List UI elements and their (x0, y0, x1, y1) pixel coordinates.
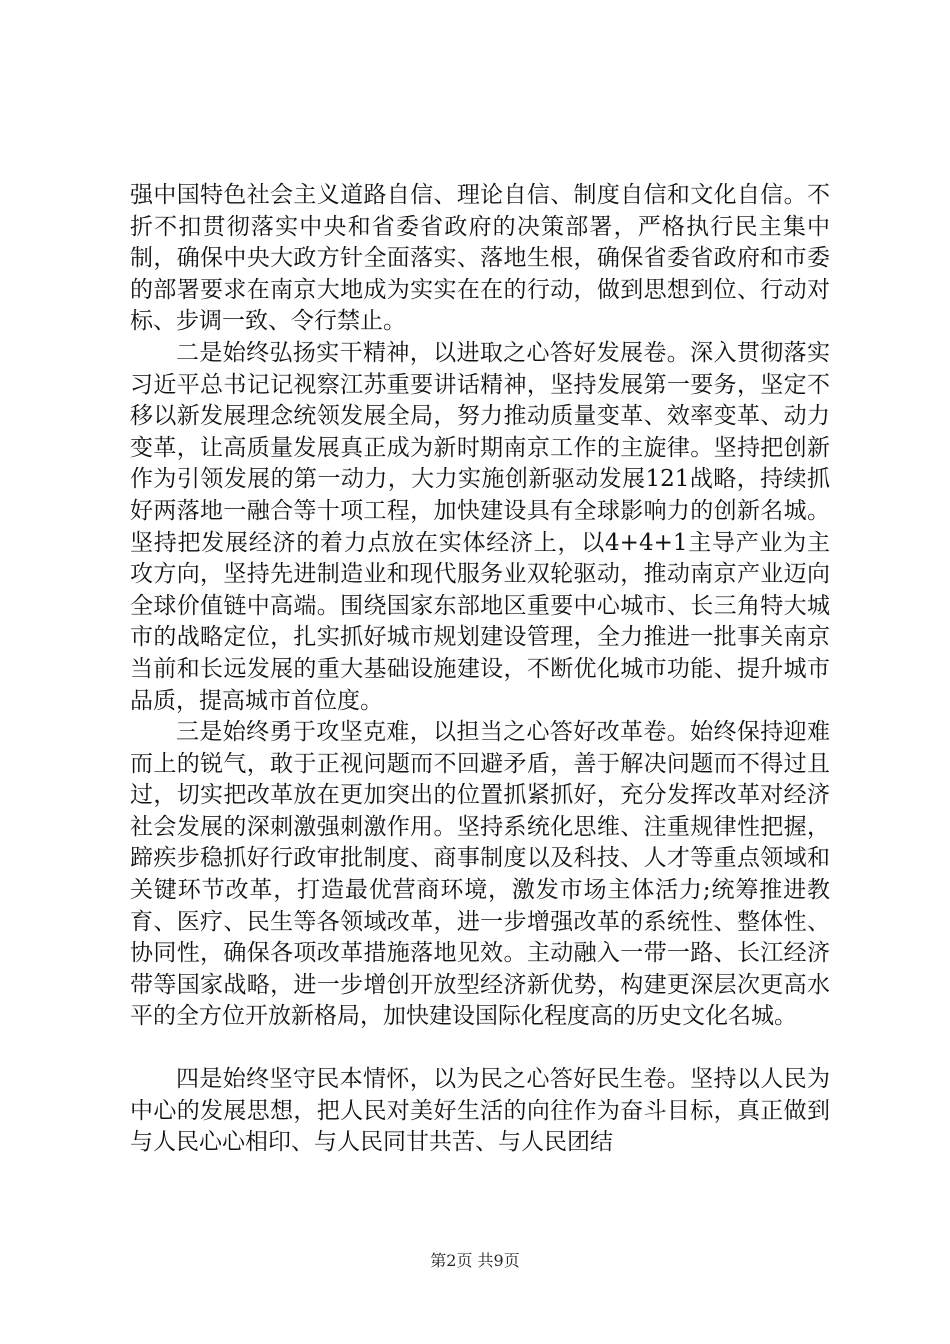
paragraph-livelihood: 四是始终坚守民本情怀，以为民之心答好民生卷。坚持以人民为中心的发展思想，把人民对美好生活的向往作为奋斗目标，真正做到与人民心心相印、与人民同甘共苦、与人民团结 (130, 1066, 830, 1156)
paragraph-reform: 三是始终勇于攻坚克难，以担当之心答好改革卷。始终保持迎难而上的锐气，敢于正视问题而不回避矛盾，善于解决问题而不得过且过，切实把改革放在更加突出的位置抓紧抓好，充分发挥改革对经济社会发展的深刺激强刺激作用。坚持系统化思维、注重规律性把握，蹄疾步稳抓好行政审批制度、商事制度以及科技、人才等重点领域和关键环节改革，打造最优营商环境，激发市场主体活力;统筹推进教育、医疗、民生等各领域改革，进一步增强改革的系统性、整体性、协同性，确保各项改革措施落地见效。主动融入一带一路、长江经济带等国家战略，进一步增创开放型经济新优势，构建更深层次更高水平的全方位开放新格局，加快建设国际化程度高的历史文化名城。 (130, 719, 830, 1030)
page-number-footer: 第2页 共9页 (430, 1251, 520, 1270)
document-body (130, 180, 830, 1159)
paragraph-development: 二是始终弘扬实干精神，以进取之心答好发展卷。深入贯彻落实习近平总书记记视察江苏重要讲话精神，坚持发展第一要务，坚定不移以新发展理念统领发展全局，努力推动质量变革、效率变革、动力变革，让高质量发展真正成为新时期南京工作的主旋律。坚持把创新作为引领发展的第一动力，大力实施创新驱动发展121战略，持续抓好两落地一融合等十项工程，加快建设具有全球影响力的创新名城。坚持把发展经济的着力点放在实体经济上，以4+4+1主导产业为主攻方向，坚持先进制造业和现代服务业双轮驱动，推动南京产业迈向全球价值链中高端。围绕国家东部地区重要中心城市、长三角特大城市的战略定位，扎实抓好城市规划建设管理，全力推进一批事关南京当前和长远发展的重大基础设施建设，不断优化城市功能、提升城市品质，提高城市首位度。 (130, 339, 830, 714)
paragraph-continuation: 强中国特色社会主义道路自信、理论自信、制度自信和文化自信。不折不扣贯彻落实中央和省委省政府的决策部署，严格执行民主集中制，确保中央大政方针全面落实、落地生根，确保省委省政府和市委的部署要求在南京大地成为实实在在的行动，做到思想到位、行动对标、步调一致、令行禁止。 (130, 182, 830, 335)
